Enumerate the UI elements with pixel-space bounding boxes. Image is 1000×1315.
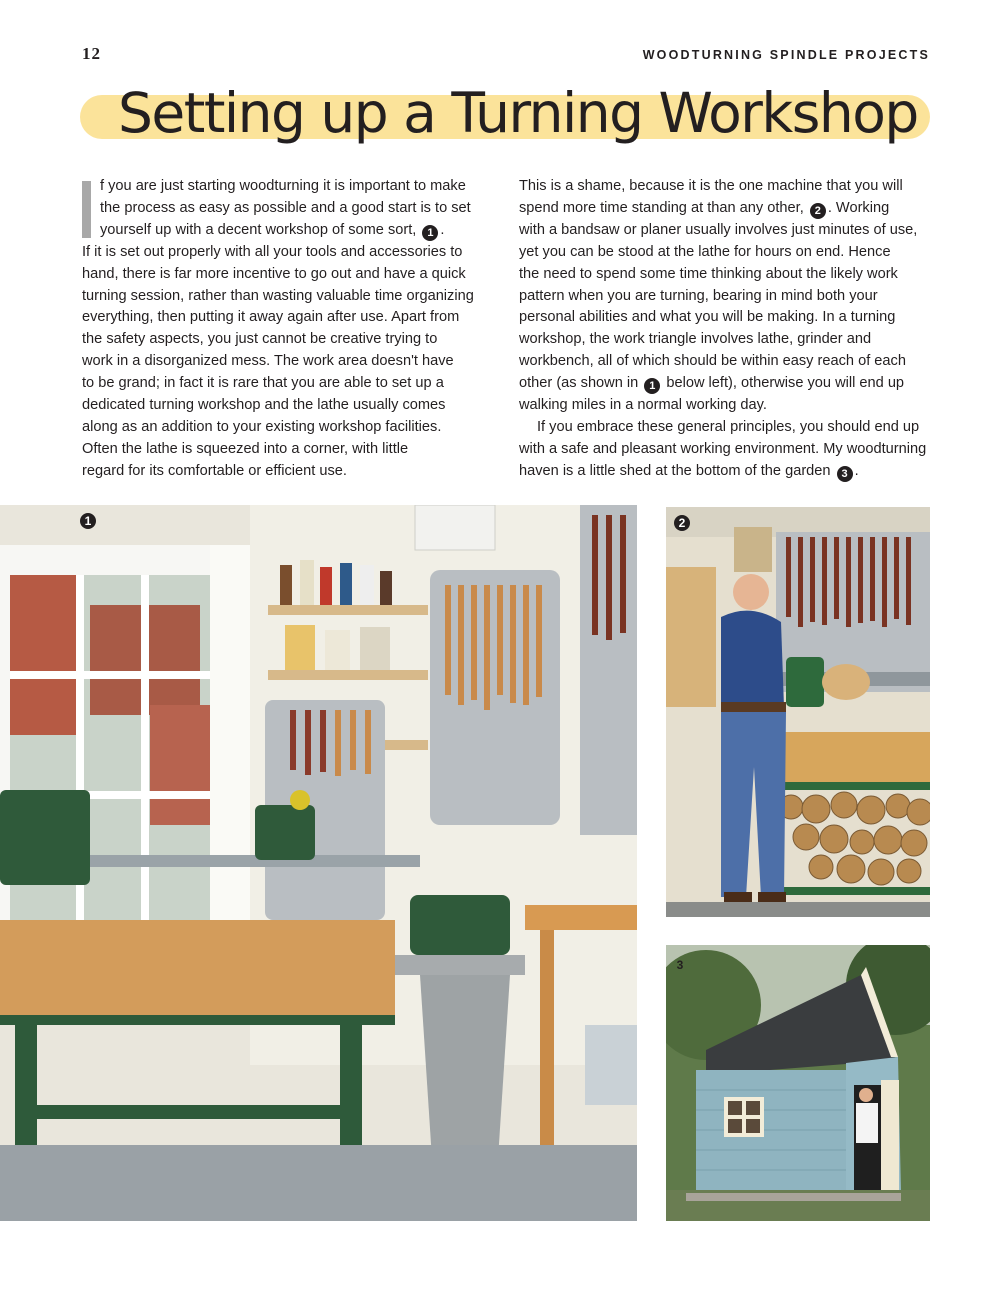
body-line: haven is a little shed at the bottom of the garden 3 . — [519, 462, 859, 480]
figure-ref-badge: 3 — [837, 466, 853, 482]
running-head: WOODTURNING SPINDLE PROJECTS — [642, 48, 930, 62]
body-line: with a safe and pleasant working environment. My woodturning — [519, 440, 927, 457]
body-line: f you are just starting woodturning it is important to make — [100, 178, 466, 194]
body-line: If it is set out properly with all your tools and accessories to — [82, 243, 463, 260]
body-column-left — [82, 176, 490, 483]
body-line: regard for its comfortable or efficient use. — [82, 462, 347, 479]
body-line: walking miles in a normal working day. — [519, 397, 767, 414]
body-line: other (as shown in 1 below left), otherwise you will end up — [519, 375, 905, 393]
body-line: everything, then putting it away again after use. Apart from — [82, 309, 460, 326]
body-line: to be grand; in fact it is rare that you are able to set up a — [82, 375, 444, 392]
body-line: the safety aspects, you just cannot be creative trying to — [82, 331, 438, 348]
body-line: This is a shame, because it is the one machine that you will — [519, 178, 903, 194]
body-line: dedicated turning workshop and the lathe usually comes — [82, 397, 446, 414]
body-line: the need to spend some time thinking about the likely work — [519, 265, 898, 282]
body-line: work in a disorganized mess. The work area doesn't have — [82, 353, 454, 370]
body-line: workbench, all of which should be within easy reach of each — [519, 353, 906, 370]
photo-number-badge: 1 — [80, 513, 96, 529]
body-line: If you embrace these general principles, you should end up — [537, 418, 920, 435]
body-line: personal abilities and what you will be making. In a turning — [519, 309, 896, 326]
figure-ref-badge: 2 — [810, 203, 826, 219]
figure-ref-badge: 1 — [422, 225, 438, 241]
page-number: 12 — [82, 44, 101, 63]
body-line: with a bandsaw or planer usually involves just minutes of use, — [519, 221, 918, 238]
body-line: along as an addition to your existing workshop facilities. — [82, 418, 442, 435]
body-line: workshop, the work triangle involves lathe, grinder and — [519, 331, 872, 348]
body-line: yet you can be stood at the lathe for hours on end. Hence — [519, 243, 891, 260]
garden-shed-photo — [666, 945, 930, 1221]
body-line: pattern when you are turning, bearing in mind both your — [519, 287, 878, 304]
photo-number-badge: 3 — [676, 958, 684, 972]
figure-ref-badge: 1 — [644, 378, 660, 394]
body-line: turning session, rather than wasting valuable time organizing — [82, 287, 474, 304]
body-line: hand, there is far more incentive to go out and have a quick — [82, 265, 466, 282]
turner-at-lathe-photo — [666, 507, 930, 917]
page-title: Setting up a Turning Workshop — [118, 81, 918, 145]
body-column-right — [519, 176, 935, 483]
photo-number-badge: 2 — [674, 515, 690, 531]
body-line: yourself up with a decent workshop of some sort, 1 . — [100, 221, 445, 239]
body-line: the process as easy as possible and a good start is to set — [100, 199, 471, 216]
body-line: Often the lathe is squeezed into a corner, with little — [82, 440, 409, 457]
body-line: spend more time standing at than any other, 2 . Working — [519, 199, 890, 217]
workshop-interior-photo — [0, 505, 637, 1221]
